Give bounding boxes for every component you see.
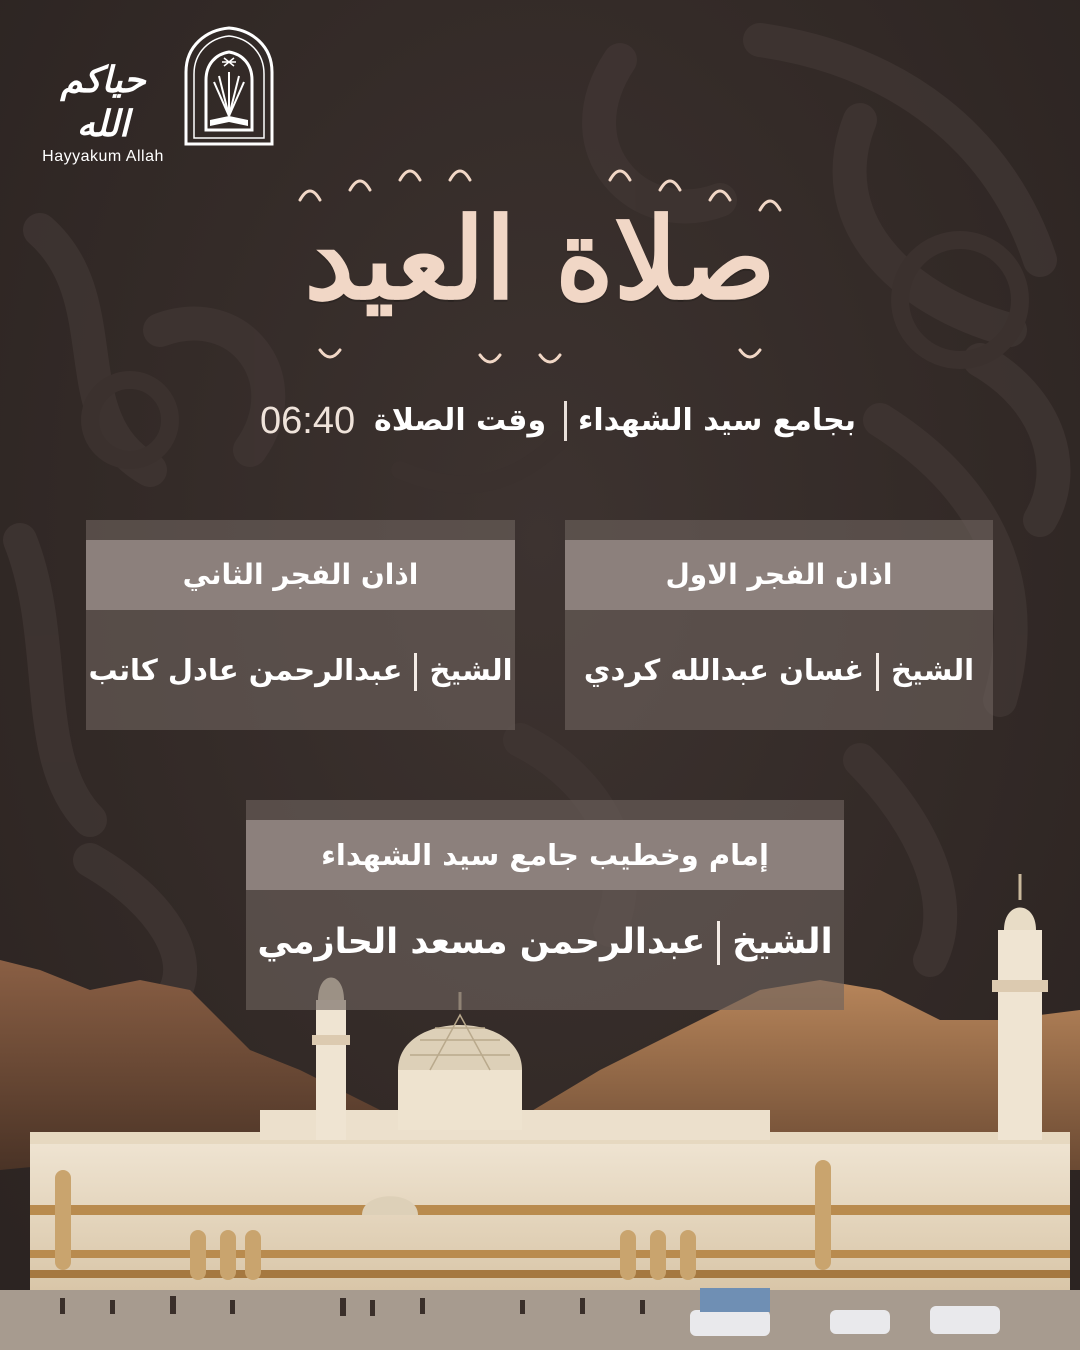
title-block [240,150,840,370]
second-adhan-name: عبدالرحمن عادل كاتب [88,653,403,687]
imam-title: الشيخ [732,922,833,962]
second-adhan-card [86,520,515,730]
prayer-time: 06:40 [260,400,356,442]
first-adhan-heading: اذان الفجر الاول [565,540,993,610]
imam-name-line [246,900,844,984]
page-title: صلاة العيد [304,194,776,325]
first-adhan-title: الشيخ [891,653,975,687]
logo-arabic-text: حياكم الله [60,59,146,145]
second-adhan-heading: اذان الفجر الثاني [86,540,515,610]
name-divider [414,653,417,691]
first-adhan-name: غسان عبدالله كردي [583,653,865,687]
first-adhan-card [565,520,993,730]
second-adhan-title: الشيخ [429,653,513,687]
hayyakum-allah-logo [38,58,168,166]
prayer-time-label: وقت الصلاة [374,403,547,438]
prayer-info [230,395,870,447]
name-divider [717,921,720,965]
mosque-name: بجامع سيد الشهداء [577,403,856,438]
imam-heading: إمام وخطيب جامع سيد الشهداء [246,820,844,890]
logo-english-text: Hayyakum Allah [42,148,164,165]
second-adhan-muezzin [86,630,515,710]
imam-card [246,800,844,1010]
imam-name: عبدالرحمن مسعد الحازمي [257,922,706,962]
first-adhan-muezzin [565,630,993,710]
name-divider [876,653,879,691]
ministry-emblem-icon [182,26,276,146]
info-divider [564,401,567,441]
